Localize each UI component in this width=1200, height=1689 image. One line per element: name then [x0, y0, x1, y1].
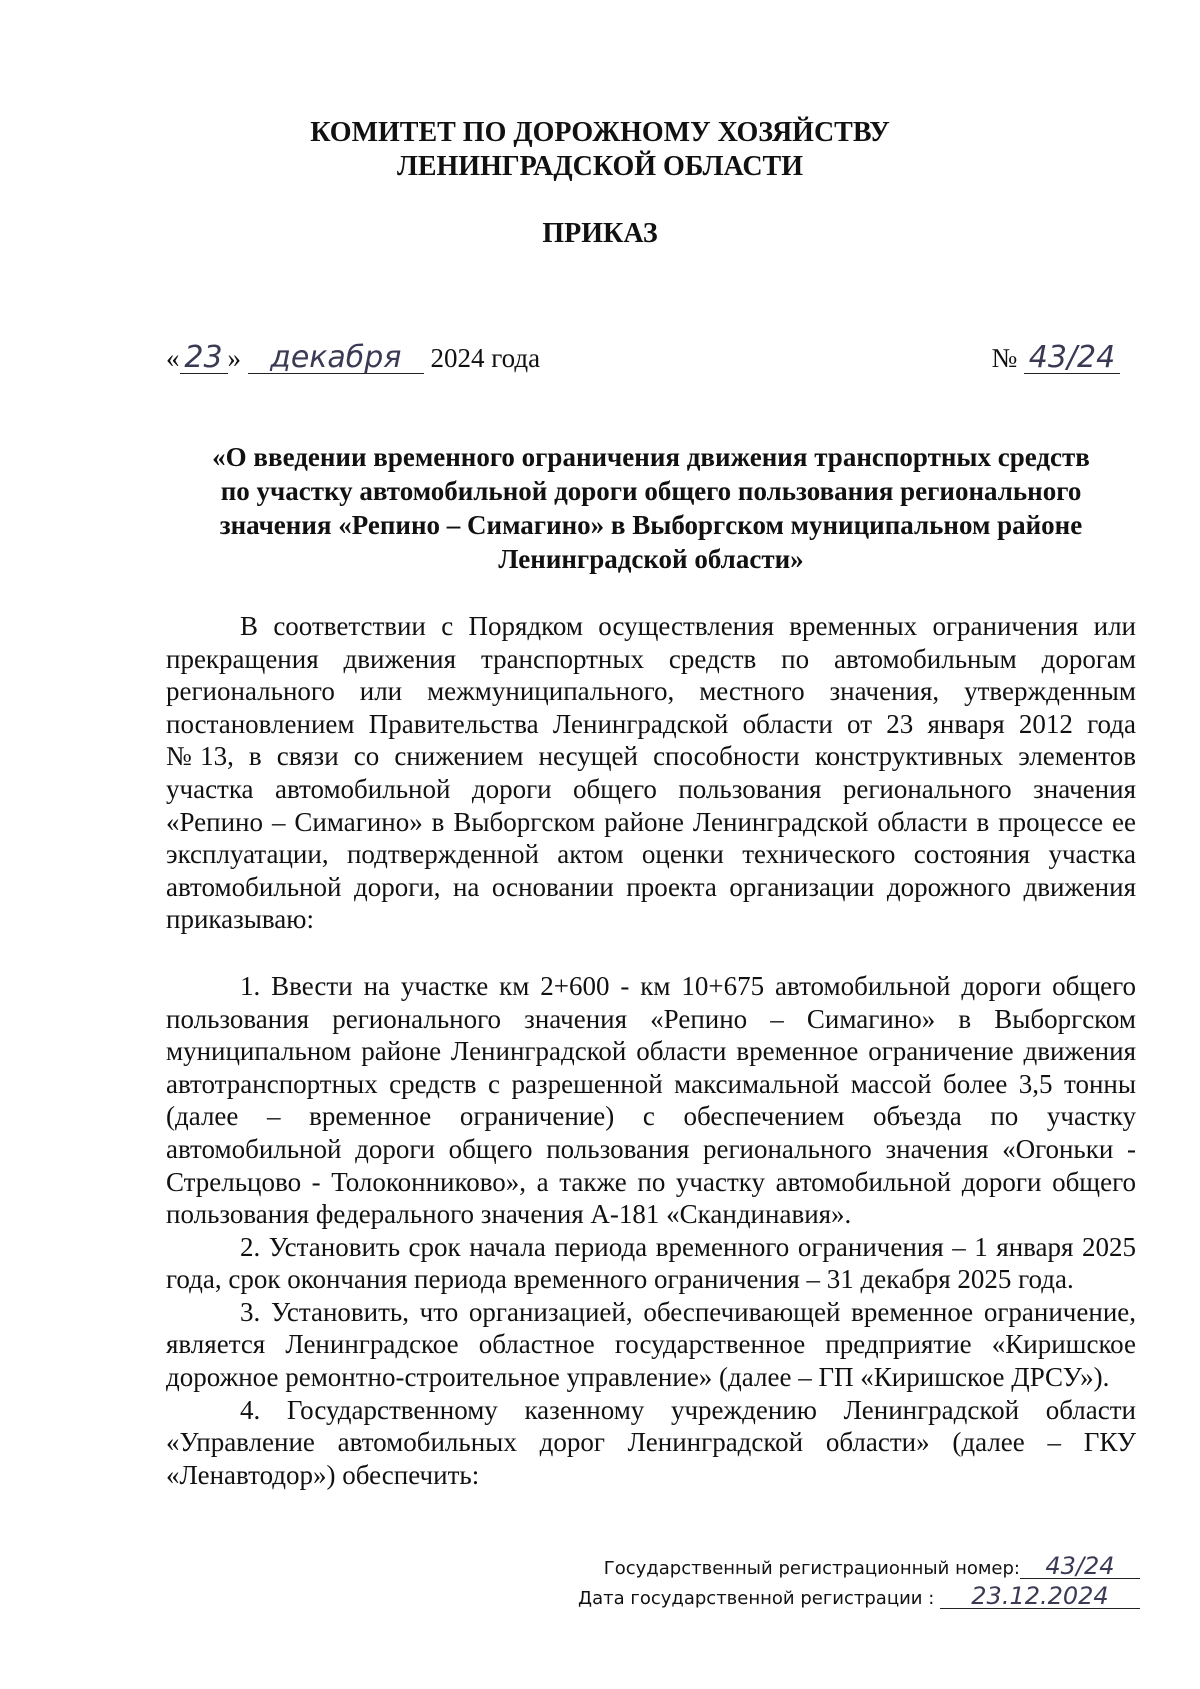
date-number-row: [166, 332, 1136, 382]
number-label: №: [991, 343, 1018, 373]
order-title: ПРИКАЗ: [542, 218, 658, 249]
subject-line-3: значения «Репино – Симагино» в Выборгском муниципальном районе: [219, 510, 1083, 540]
preamble-paragraph: В соответствии с Порядком осуществления временных ограничения или прекращения движения транспортных средств по автомобильным дорогам регионального или межмуниципального, местного значения, утвержденным постановлением Правительства Ленинградской области от 23 января 2012 года №13, в связи со снижением несущей способности конструктивных элементов участка автомобильной дороги общего пользования регионального значения «Репино – Симагино» в Выборгском районе Ленинградской области в процессе ее эксплуатации, подтвержденной актом оценки технического состояния участка автомобильной дороги, на основании проекта организации дорожного движения приказываю:: [166, 611, 1136, 935]
subject-line-2: по участку автомобильной дороги общего пользования регионального: [220, 476, 1082, 506]
date-month: декабря: [248, 343, 424, 374]
registration-number-value: 43/24: [1020, 1554, 1140, 1579]
clause-4: 4. Государственному казенному учреждению Ленинградской области «Управление автомобильных дорог Ленинградской области» (далее – ГКУ «Ленавтодор») обеспечить:: [166, 1394, 1136, 1490]
subject-line-4: Ленинградской области»: [498, 544, 804, 574]
date-year: 2024 года: [430, 343, 541, 373]
registration-date-stamp: [530, 1584, 1140, 1609]
date-close-quote: »: [227, 343, 241, 373]
registration-number-stamp: [530, 1554, 1140, 1579]
date-day: 23: [180, 343, 228, 374]
issuer-line-1: КОМИТЕТ ПО ДОРОЖНОМУ ХОЗЯЙСТВУ: [310, 117, 890, 148]
issuer-header: [0, 116, 1200, 184]
subject-line-1: «О введении временного ограничения движения транспортных средств: [212, 442, 1090, 472]
registration-date-label: Дата государственной регистрации :: [578, 1588, 935, 1609]
order-date: [166, 340, 541, 375]
number-value: 43/24: [1024, 343, 1120, 374]
clause-2: 2. Установить срок начала периода временного ограничения – 1 января 2025 года, срок окончания периода временного ограничения – 31 декабря 2025 года.: [166, 1231, 1136, 1295]
issuer-line-2: ЛЕНИНГРАДСКОЙ ОБЛАСТИ: [396, 151, 804, 182]
registration-date-value: 23.12.2024: [940, 1584, 1140, 1609]
clause-1: 1. Ввести на участке км 2+600 - км 10+675 автомобильной дороги общего пользования регионального значения «Репино – Симагино» в Выборгском муниципальном районе Ленинградской области временное ограничение движения автотранспортных средств с разрешенной максимальной массой более 3,5 тонны (далее – временное ограничение) с обеспечением объезда по участку автомобильной дороги общего пользования регионального значения «Огоньки - Стрельцово - Толоконниково», а также по участку автомобильной дороги общего пользования федерального значения А-181 «Скандинавия».: [166, 970, 1136, 1230]
date-open-quote: «: [166, 343, 180, 373]
order-subject: [166, 440, 1136, 576]
order-number: [991, 340, 1120, 375]
registration-number-label: Государственный регистрационный номер:: [603, 1558, 1020, 1579]
order-body: [166, 610, 1136, 1491]
clause-3: 3. Установить, что организацией, обеспечивающей временное ограничение, является Ленинградское областное государственное предприятие «Киришское дорожное ремонтно-строительное управление» (далее – ГП «Киришское ДРСУ»).: [166, 1296, 1136, 1393]
